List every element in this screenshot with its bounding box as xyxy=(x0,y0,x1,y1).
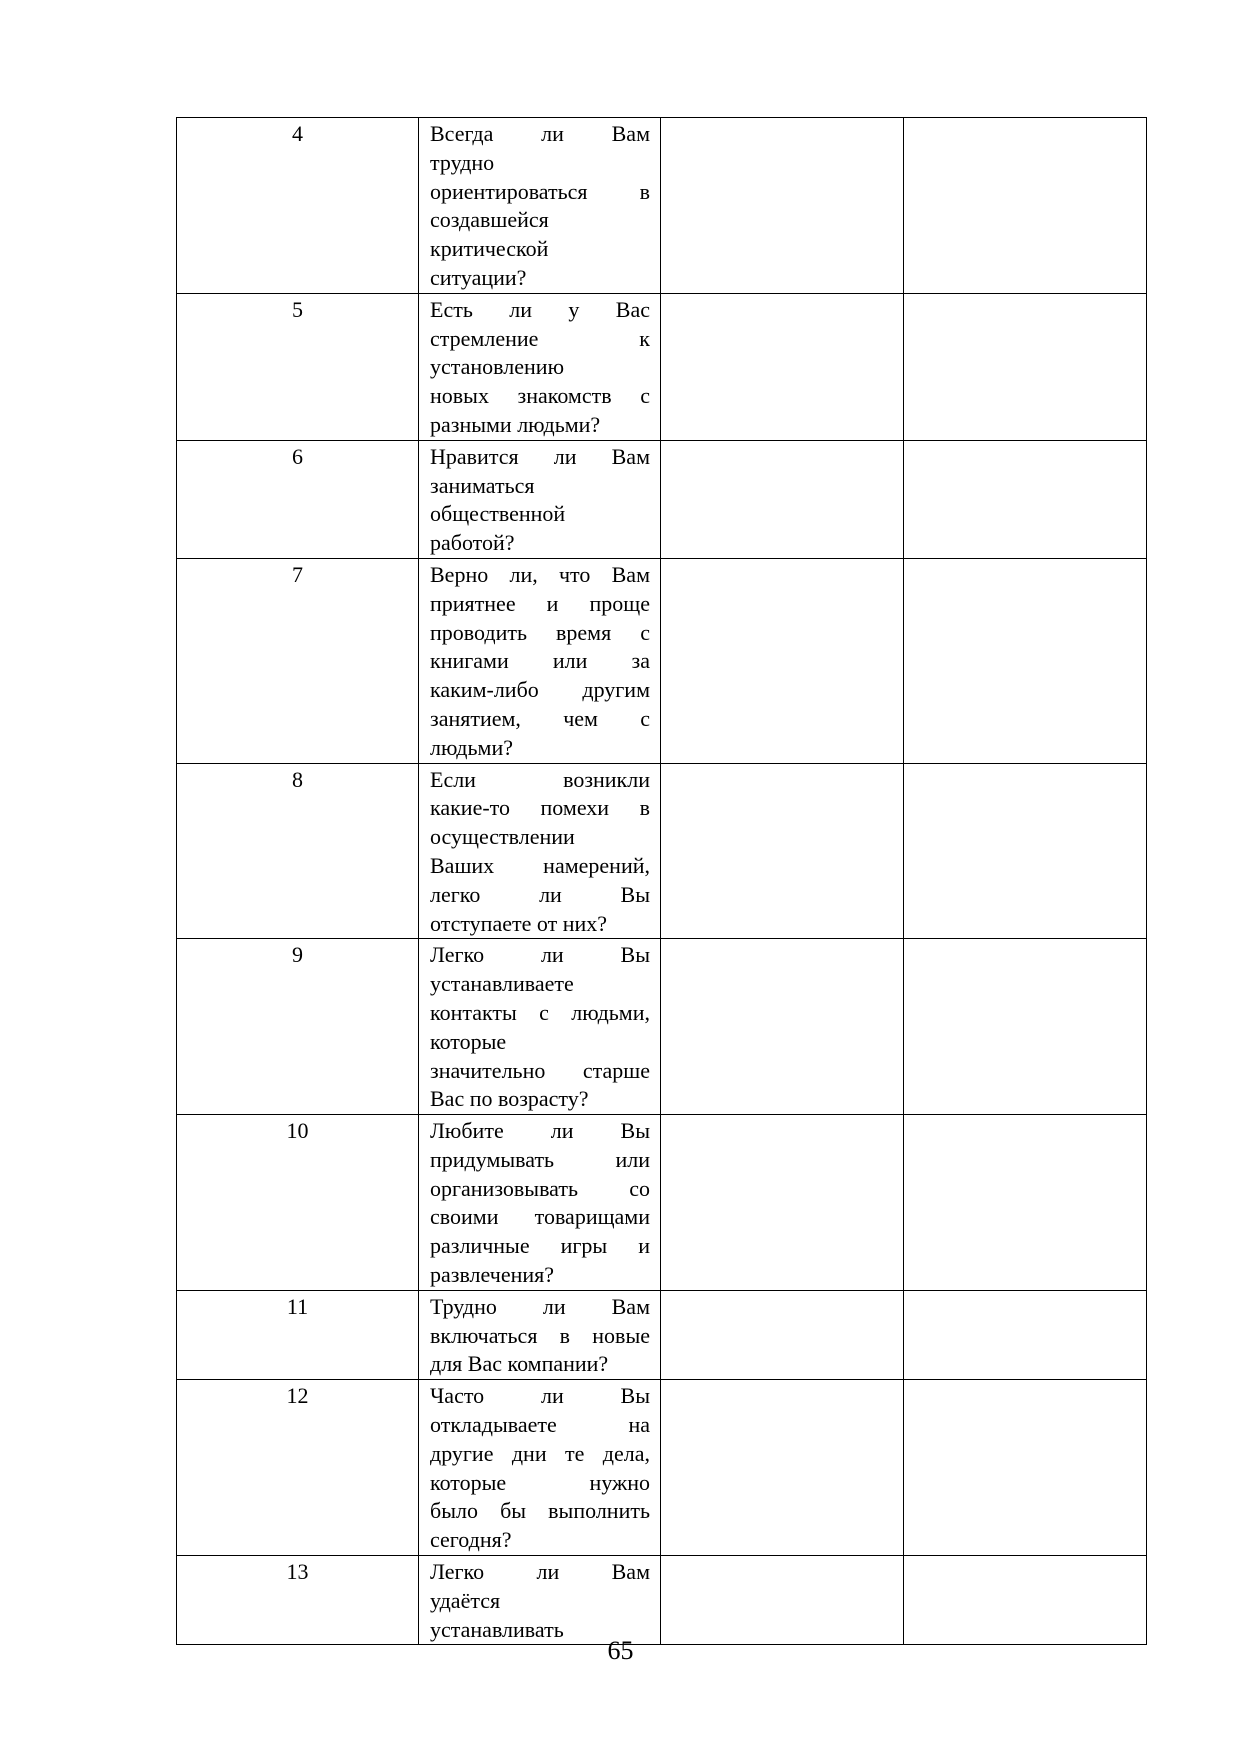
question-text-line: заниматься xyxy=(430,472,535,498)
question-text-line: Ваших намерений, xyxy=(430,852,650,878)
question-text-line: Легко ли Вы xyxy=(430,942,650,968)
question-text-line: разными людьми? xyxy=(430,411,601,437)
question-text-line: общественной xyxy=(430,501,566,527)
answer-cell-1[interactable] xyxy=(661,558,904,763)
question-text-line: стремление к xyxy=(430,325,650,351)
question-text-line: проводить время с xyxy=(430,619,650,645)
question-text-line: своими товарищами xyxy=(430,1204,650,1230)
question-text-line: которые xyxy=(430,1028,507,1054)
answer-cell-1[interactable] xyxy=(661,293,904,440)
question-text-line: откладываете на xyxy=(430,1412,650,1438)
question-text-line: Есть ли у Вас xyxy=(430,296,650,322)
table-row xyxy=(177,1380,1147,1556)
question-text-line: установлению xyxy=(430,354,565,380)
question-number-cell: 6 xyxy=(177,440,419,558)
table-row xyxy=(177,1290,1147,1379)
question-text-cell xyxy=(419,293,661,440)
question-text-line: трудно xyxy=(430,149,495,175)
question-text-cell xyxy=(419,763,661,939)
question-text-line: новых знакомств с xyxy=(430,383,650,409)
question-text-line: устанавливать xyxy=(430,1616,564,1642)
answer-cell-1[interactable] xyxy=(661,118,904,294)
question-text-line: Любите ли Вы xyxy=(430,1118,650,1144)
question-text-cell xyxy=(419,118,661,294)
answer-cell-1[interactable] xyxy=(661,440,904,558)
table-row xyxy=(177,939,1147,1115)
answer-cell-2[interactable] xyxy=(904,939,1147,1115)
question-text-cell xyxy=(419,440,661,558)
question-text-line: Вас по возрасту? xyxy=(430,1086,589,1112)
question-text-line: создавшейся xyxy=(430,207,549,233)
question-text-line: значительно старше xyxy=(430,1057,650,1083)
table-row xyxy=(177,763,1147,939)
question-number-cell: 7 xyxy=(177,558,419,763)
question-text-line: каким-либо другим xyxy=(430,677,650,703)
question-text-line: развлечения? xyxy=(430,1262,555,1288)
question-text-line: людьми? xyxy=(430,734,513,760)
question-text-line: критической xyxy=(430,236,549,262)
table-body xyxy=(177,118,1147,1645)
questionnaire-table xyxy=(176,117,1147,1645)
question-text-line: легко ли Вы xyxy=(430,881,650,907)
answer-cell-1[interactable] xyxy=(661,939,904,1115)
question-number-cell: 5 xyxy=(177,293,419,440)
question-number-cell: 8 xyxy=(177,763,419,939)
answer-cell-2[interactable] xyxy=(904,118,1147,294)
question-text-line: работой? xyxy=(430,530,515,556)
question-text-line: Нравится ли Вам xyxy=(430,443,650,469)
question-text-line: осуществлении xyxy=(430,824,575,850)
question-text-line: ориентироваться в xyxy=(430,178,650,204)
answer-cell-1[interactable] xyxy=(661,1290,904,1379)
answer-cell-2[interactable] xyxy=(904,1556,1147,1645)
question-text-line: какие-то помехи в xyxy=(430,795,650,821)
question-text-line: для Вас компании? xyxy=(430,1351,609,1377)
question-text-line: занятием, чем с xyxy=(430,705,650,731)
answer-cell-1[interactable] xyxy=(661,1380,904,1556)
question-text-line: Часто ли Вы xyxy=(430,1383,650,1409)
question-text-line: придумывать или xyxy=(430,1146,650,1172)
answer-cell-2[interactable] xyxy=(904,1115,1147,1291)
question-text-cell xyxy=(419,1556,661,1645)
question-text-line: приятнее и проще xyxy=(430,590,650,616)
page-number: 65 xyxy=(607,1636,634,1665)
question-text-line: Легко ли Вам xyxy=(430,1559,650,1585)
question-text-cell xyxy=(419,1115,661,1291)
answer-cell-2[interactable] xyxy=(904,763,1147,939)
table-row xyxy=(177,558,1147,763)
question-number-cell: 9 xyxy=(177,939,419,1115)
answer-cell-1[interactable] xyxy=(661,763,904,939)
question-text-cell xyxy=(419,939,661,1115)
question-text-line: удаётся xyxy=(430,1587,501,1613)
question-text-line: организовывать со xyxy=(430,1175,650,1201)
question-text-cell xyxy=(419,1380,661,1556)
answer-cell-1[interactable] xyxy=(661,1556,904,1645)
question-number-cell: 13 xyxy=(177,1556,419,1645)
question-text-line: Трудно ли Вам xyxy=(430,1293,650,1319)
question-text-line: книгами или за xyxy=(430,648,650,674)
answer-cell-2[interactable] xyxy=(904,558,1147,763)
table-row xyxy=(177,293,1147,440)
table-row xyxy=(177,440,1147,558)
question-text-line: контакты с людьми, xyxy=(430,999,650,1025)
question-text-line: различные игры и xyxy=(430,1233,650,1259)
question-text-line: сегодня? xyxy=(430,1527,512,1553)
table-row xyxy=(177,118,1147,294)
table-row xyxy=(177,1556,1147,1645)
question-number-cell: 4 xyxy=(177,118,419,294)
question-text-line: было бы выполнить xyxy=(430,1498,650,1524)
answer-cell-2[interactable] xyxy=(904,440,1147,558)
question-text-line: устанавливаете xyxy=(430,971,574,997)
answer-cell-2[interactable] xyxy=(904,1380,1147,1556)
question-number-cell: 11 xyxy=(177,1290,419,1379)
question-text-line: Всегда ли Вам xyxy=(430,121,650,146)
question-text-cell xyxy=(419,558,661,763)
question-text-cell xyxy=(419,1290,661,1379)
question-text-line: ситуации? xyxy=(430,264,527,290)
question-text-line: включаться в новые xyxy=(430,1322,650,1348)
question-text-line: другие дни те дела, xyxy=(430,1440,650,1466)
table-row xyxy=(177,1115,1147,1291)
question-text-line: которые нужно xyxy=(430,1469,650,1495)
answer-cell-1[interactable] xyxy=(661,1115,904,1291)
question-text-line: Верно ли, что Вам xyxy=(430,561,650,587)
question-number-cell: 12 xyxy=(177,1380,419,1556)
answer-cell-2[interactable] xyxy=(904,293,1147,440)
question-text-line: отступаете от них? xyxy=(430,910,607,936)
answer-cell-2[interactable] xyxy=(904,1290,1147,1379)
question-text-line: Если возникли xyxy=(430,766,650,792)
question-number-cell: 10 xyxy=(177,1115,419,1291)
